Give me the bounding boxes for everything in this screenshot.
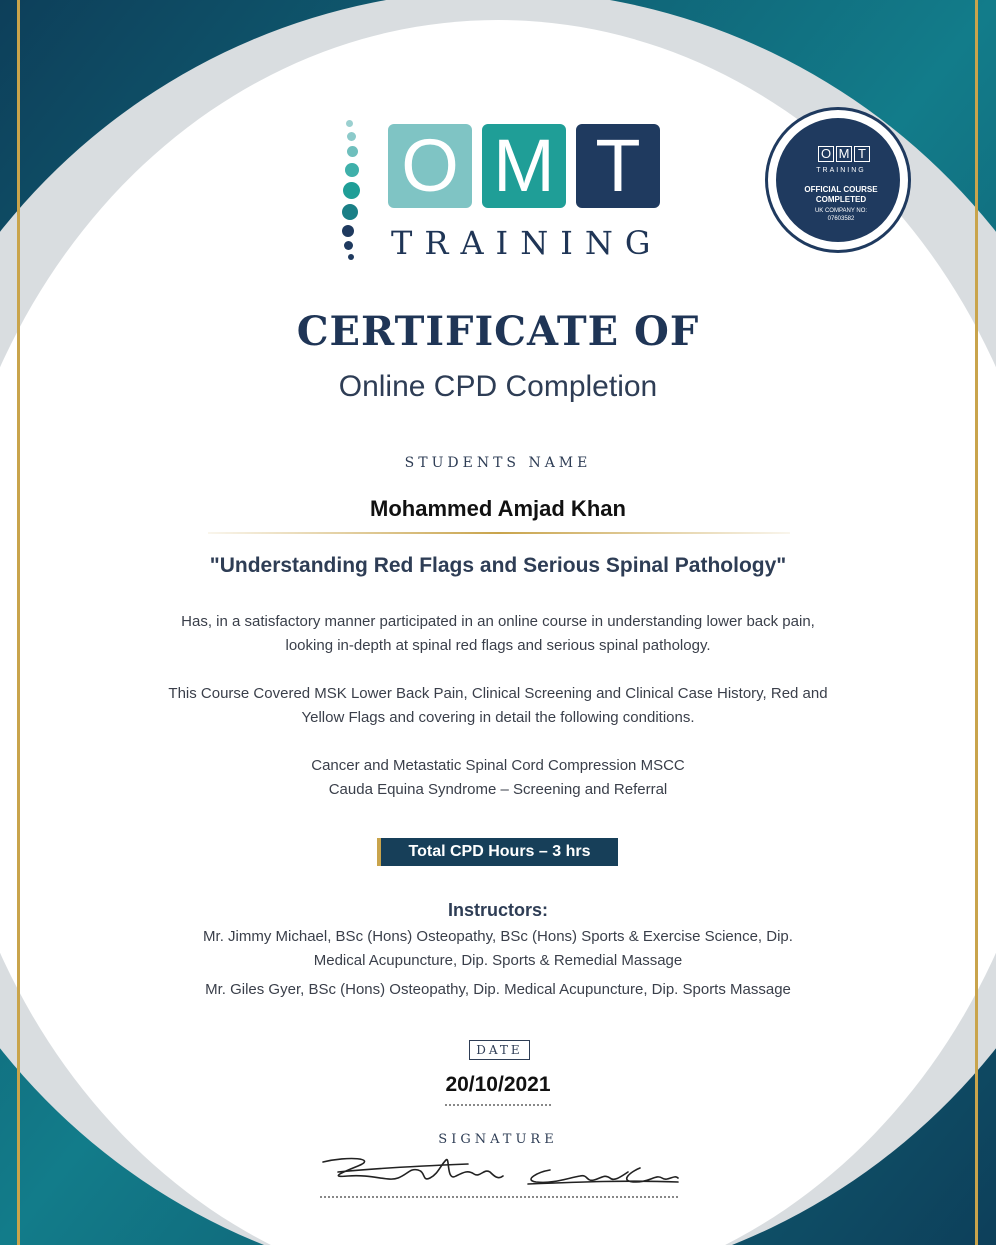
date-label: DATE [469, 1040, 530, 1060]
seal-letter-m: M [836, 146, 852, 162]
completion-line-2: looking in-depth at spinal red flags and serious spinal pathology. [285, 637, 711, 654]
condition-item: Cancer and Metastatic Spinal Cord Compression MSCC [311, 757, 685, 774]
seal-official-text [776, 185, 906, 205]
instructor-1-line-1: Mr. Jimmy Michael, BSc (Hons) Osteopathy, BSc (Hons) Sports & Exercise Science, Dip. [203, 928, 793, 945]
signature-divider [320, 1196, 678, 1198]
instructor-1 [0, 925, 996, 973]
seal-official-line1: OFFICIAL COURSE [804, 185, 878, 194]
cpd-hours-badge: Total CPD Hours – 3 hrs [377, 838, 618, 866]
seal-training-text: TRAINING [816, 167, 866, 174]
date-divider [445, 1104, 551, 1106]
logo-letter-o: O [388, 124, 472, 208]
seal-logo [818, 146, 870, 162]
completion-line-1: Has, in a satisfactory manner participated in an online course in understanding lower back pain, [181, 613, 815, 630]
omt-training-logo [333, 118, 673, 268]
seal-badge [773, 115, 903, 245]
instructors-heading: Instructors: [447, 900, 548, 920]
signatures-image [318, 1152, 698, 1197]
certificate-title: CERTIFICATE OF [296, 308, 700, 355]
logo-letter-t: T [576, 124, 660, 208]
spine-dots-icon [333, 118, 363, 268]
seal-company-text [776, 207, 906, 223]
students-name-label: STUDENTS NAME [404, 455, 592, 471]
logo-wordmark: TRAINING [391, 224, 663, 262]
course-title: "Understanding Red Flags and Serious Spinal Pathology" [209, 554, 787, 577]
seal-letter-o: O [818, 146, 834, 162]
coverage-paragraph [0, 682, 996, 730]
completion-paragraph [0, 610, 996, 658]
date-value: 20/10/2021 [445, 1073, 551, 1096]
coverage-line-1: This Course Covered MSK Lower Back Pain, Clinical Screening and Clinical Case History, Red and [168, 685, 828, 702]
omt-letters [388, 124, 660, 208]
conditions-list [0, 754, 996, 802]
official-course-seal [763, 105, 913, 255]
condition-item: Cauda Equina Syndrome – Screening and Referral [328, 781, 668, 798]
instructor-1-line-2: Medical Acupuncture, Dip. Sports & Remedial Massage [313, 952, 683, 969]
seal-letter-t: T [854, 146, 870, 162]
student-name: Mohammed Amjad Khan [370, 496, 626, 521]
certificate-subtitle: Online CPD Completion [338, 370, 658, 403]
seal-company-line1: UK COMPANY NO: [814, 208, 868, 214]
logo-letter-m: M [482, 124, 566, 208]
seal-official-line2: COMPLETED [815, 195, 867, 204]
name-divider [208, 532, 790, 534]
signature-label: SIGNATURE [438, 1132, 558, 1147]
instructor-2: Mr. Giles Gyer, BSc (Hons) Osteopathy, Dip. Medical Acupuncture, Dip. Sports Massage [205, 981, 791, 998]
seal-company-line2: 07603582 [827, 216, 855, 222]
coverage-line-2: Yellow Flags and covering in detail the following conditions. [301, 709, 695, 726]
